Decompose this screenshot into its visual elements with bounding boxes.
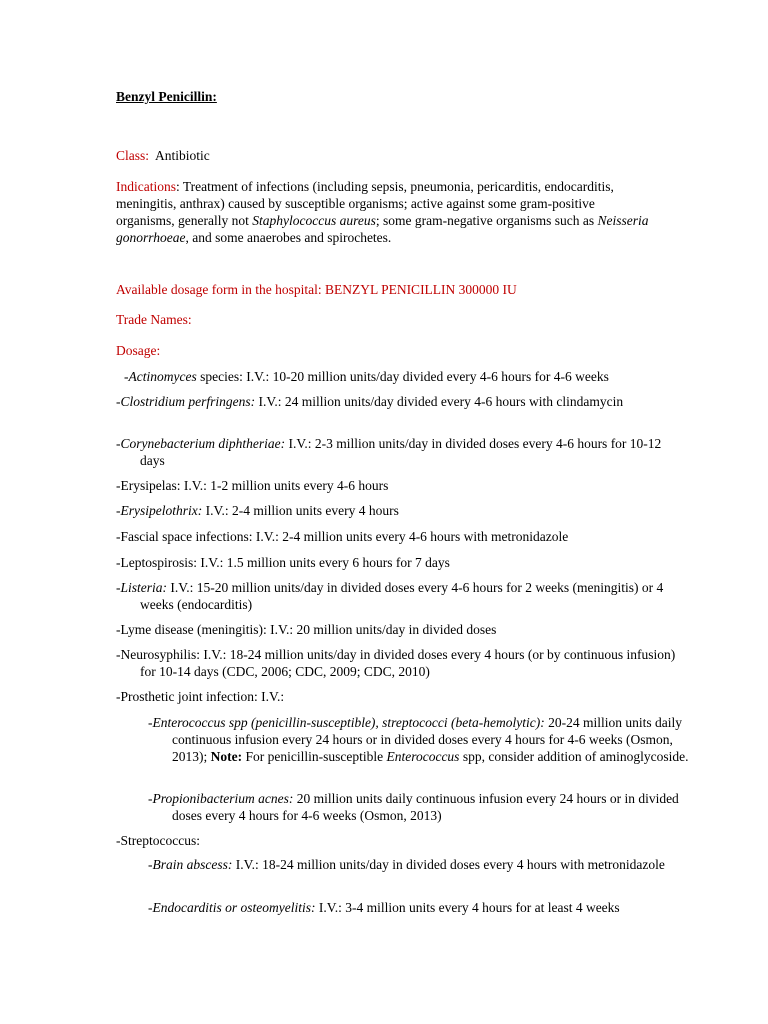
organism-name: -Endocarditis or osteomyelitis:	[148, 900, 316, 915]
dosage-item: -Erysipelas: I.V.: 1-2 million units every 4-6 hours	[116, 478, 389, 493]
organism-name: -Listeria:	[116, 580, 168, 595]
dosage-subitem	[148, 856, 692, 873]
dosage-item: -Neurosyphilis: I.V.: 18-24 million units/day in divided doses every 4 hours (or by continuous infusion) for 10-14 days (CDC, 2006; CDC, 2009; CDC, 2010)	[116, 647, 676, 679]
note-label: Note:	[210, 749, 243, 764]
dosage-subitem	[148, 714, 692, 765]
organism-name: -Erysipelothrix:	[116, 503, 203, 518]
dosage-item: -Prosthetic joint infection: I.V.:	[116, 689, 285, 704]
dosage-text: I.V.: 15-20 million units/day in divided doses every 4-6 hours for 2 weeks (meningitis) or 4 weeks (endocarditis)	[140, 580, 664, 612]
class-line	[116, 147, 656, 164]
organism-name: -Corynebacterium diphtheriae:	[116, 436, 286, 451]
dosage-text: 20 million units daily continuous infusion every 24 hours or in divided doses every 4 hours for 4-6 weeks (Osmon, 2013)	[172, 791, 679, 823]
organism-name: Neisseria gonorrhoeae	[116, 213, 649, 245]
organism-name: Staphylococcus aureus	[252, 213, 376, 228]
organism-name: Actinomyces	[128, 369, 197, 384]
dosage-item: -Lyme disease (meningitis): I.V.: 20 million units/day in divided doses	[116, 622, 497, 637]
dosage-item: -Fascial space infections: I.V.: 2-4 million units every 4-6 hours with metronidazole	[116, 529, 569, 544]
class-value: Antibiotic	[155, 148, 210, 163]
dosage-text: 20-24 million units daily continuous infusion every 24 hours or in divided doses every 4 hours for 4-6 weeks (Osmon, 2013);	[172, 715, 682, 764]
available-dosage-form: Available dosage form in the hospital: BENZYL PENICILLIN 300000 IU	[116, 282, 517, 297]
organism-name: -Propionibacterium acnes:	[148, 791, 294, 806]
dosage-text: For penicillin-susceptible	[242, 749, 387, 764]
indications-text: : Treatment of infections (including sepsis, pneumonia, pericarditis, endocarditis, meningitis, anthrax) caused by susceptible organisms; active against some gram-positive organisms, generally not	[116, 179, 614, 228]
dosage-text: I.V.: 2-4 million units every 4 hours	[202, 503, 399, 518]
dosage-text: I.V.: 2-3 million units/day in divided doses every 4-6 hours for 10-12 days	[140, 436, 662, 468]
dosage-item	[116, 579, 680, 613]
indications-text: , and some anaerobes and spirochetes.	[185, 230, 392, 245]
dosage-item	[116, 502, 656, 519]
indications-text: ; some gram-negative organisms such as	[375, 213, 598, 228]
dosage-item: -Streptococcus:	[116, 833, 200, 848]
class-label: Class:	[116, 148, 150, 163]
indications-label: Indications	[116, 179, 176, 194]
indications-paragraph	[116, 178, 656, 246]
organism-name: -Enterococcus spp (penicillin-susceptible), streptococci (beta-hemolytic):	[148, 715, 545, 730]
organism-name: -Clostridium perfringens:	[116, 394, 256, 409]
dosage-text: I.V.: 18-24 million units/day in divided doses every 4 hours with metronidazole	[232, 857, 665, 872]
dash: -	[124, 369, 129, 384]
dosage-label: Dosage:	[116, 343, 161, 358]
organism-name: Enterococcus	[386, 749, 460, 764]
page-title: Benzyl Penicillin:	[116, 89, 217, 104]
dosage-item	[116, 393, 680, 410]
dosage-item	[116, 435, 680, 469]
dosage-text: spp, consider addition of aminoglycoside.	[459, 749, 689, 764]
dosage-subitem	[148, 790, 692, 824]
dosage-text: I.V.: 3-4 million units every 4 hours for at least 4 weeks	[315, 900, 620, 915]
trade-names-label: Trade Names:	[116, 312, 192, 327]
dosage-item: -Leptospirosis: I.V.: 1.5 million units every 6 hours for 7 days	[116, 555, 450, 570]
organism-name: -Brain abscess:	[148, 857, 233, 872]
dosage-text: I.V.: 24 million units/day divided every 4-6 hours with clindamycin	[255, 394, 624, 409]
dosage-text: species: I.V.: 10-20 million units/day divided every 4-6 hours for 4-6 weeks	[196, 369, 609, 384]
dosage-item	[124, 368, 664, 385]
dosage-subitem	[148, 899, 682, 916]
